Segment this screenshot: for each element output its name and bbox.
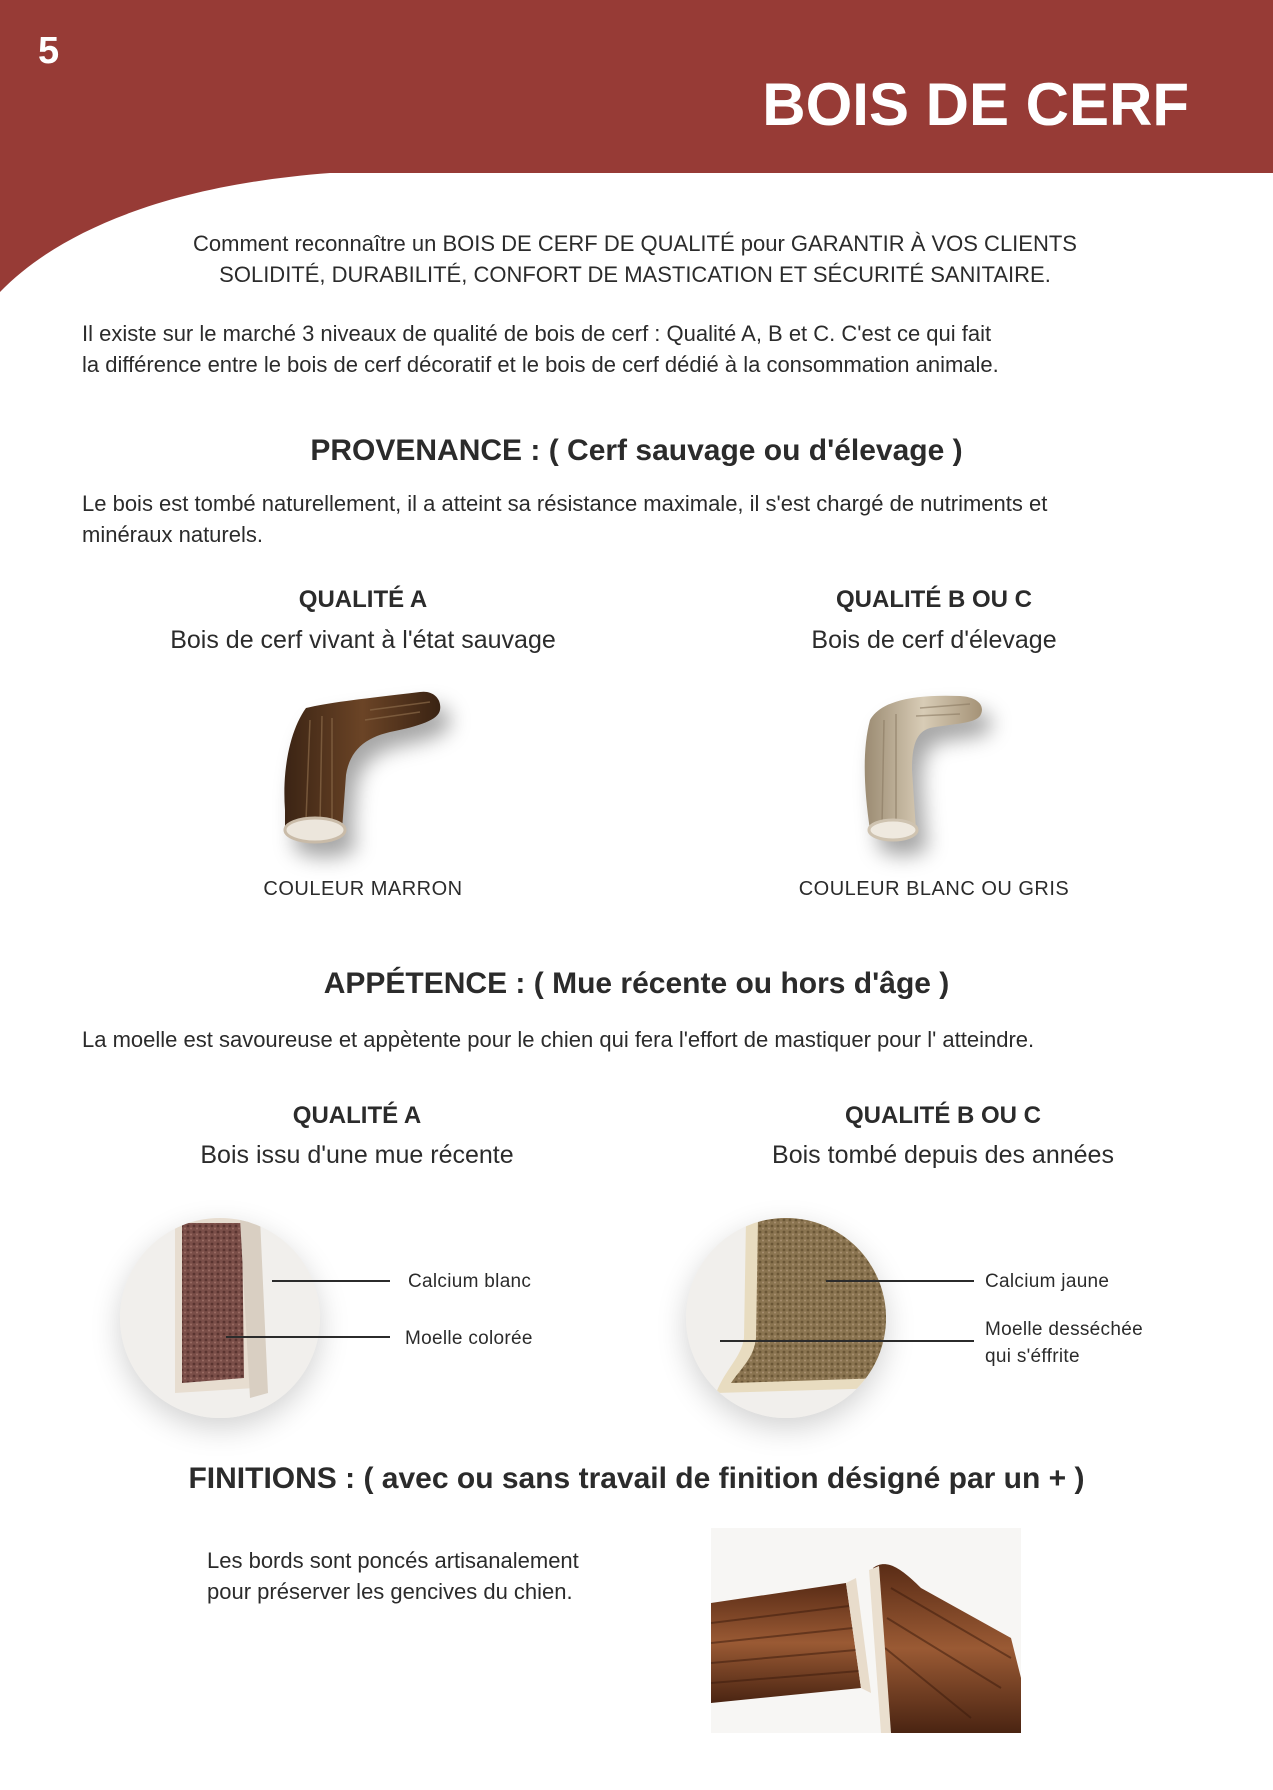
sanded-edges-image <box>711 1528 1021 1733</box>
intro-line-2: SOLIDITÉ, DURABILITÉ, CONFORT DE MASTICATION ET SÉCURITÉ SANITAIRE. <box>219 262 1051 287</box>
market-text <box>82 318 1202 380</box>
calcium-blanc-pointer <box>272 1280 390 1282</box>
fresh-marrow-image <box>120 1218 320 1418</box>
calcium-blanc-label: Calcium blanc <box>408 1271 532 1292</box>
finitions-line-2: pour préserver les gencives du chien. <box>207 1579 573 1604</box>
moelle-dessechee-label <box>985 1316 1143 1370</box>
brown-antler-image <box>270 680 470 860</box>
moelle-dessechee-line-1: Moelle desséchée <box>985 1319 1143 1340</box>
provenance-left-caption: COULEUR MARRON <box>263 878 463 900</box>
appetence-text: La moelle est savoureuse et appètente pour le chien qui fera l'effort de mastiquer pour l' atteindre. <box>82 1027 1035 1052</box>
appetence-right-heading: QUALITÉ B OU C <box>845 1102 1041 1129</box>
moelle-coloree-label: Moelle colorée <box>405 1328 533 1349</box>
finitions-text <box>207 1545 579 1607</box>
provenance-title: PROVENANCE : ( Cerf sauvage ou d'élevage ) <box>310 434 963 467</box>
moelle-coloree-pointer <box>226 1336 390 1338</box>
finitions-line-1: Les bords sont poncés artisanalement <box>207 1548 579 1573</box>
moelle-dessechee-pointer <box>720 1340 974 1342</box>
light-antler-image <box>850 680 1030 860</box>
fresh-marrow-closeup <box>120 1218 320 1418</box>
intro-line-1: Comment reconnaître un BOIS DE CERF DE QUALITÉ pour GARANTIR À VOS CLIENTS <box>193 231 1077 256</box>
dry-marrow-closeup <box>686 1218 886 1418</box>
provenance-line-1: Le bois est tombé naturellement, il a atteint sa résistance maximale, il s'est chargé de nutriments et <box>82 491 1048 516</box>
appetence-left-subtitle: Bois issu d'une mue récente <box>200 1141 514 1169</box>
provenance-right-heading: QUALITÉ B OU C <box>836 586 1032 613</box>
dry-marrow-image <box>686 1218 886 1418</box>
provenance-left-subtitle: Bois de cerf vivant à l'état sauvage <box>170 626 556 654</box>
intro-text <box>120 228 1150 290</box>
calcium-jaune-label: Calcium jaune <box>985 1271 1110 1292</box>
page-title: BOIS DE CERF <box>762 71 1189 138</box>
provenance-left-heading: QUALITÉ A <box>298 586 428 613</box>
calcium-jaune-pointer <box>826 1280 974 1282</box>
appetence-left-heading: QUALITÉ A <box>292 1102 422 1129</box>
appetence-right-subtitle: Bois tombé depuis des années <box>772 1141 1114 1169</box>
provenance-line-2: minéraux naturels. <box>82 522 263 547</box>
appetence-title: APPÉTENCE : ( Mue récente ou hors d'âge ) <box>323 967 950 1000</box>
market-line-1: Il existe sur le marché 3 niveaux de qualité de bois de cerf : Qualité A, B et C. C'est ce qui fait <box>82 321 992 346</box>
provenance-right-caption: COULEUR BLANC OU GRIS <box>798 878 1070 900</box>
provenance-text <box>82 488 1202 550</box>
moelle-dessechee-line-2: qui s'éffrite <box>985 1346 1080 1367</box>
page-number: 5 <box>38 30 60 72</box>
market-line-2: la différence entre le bois de cerf décoratif et le bois de cerf dédié à la consommation animale. <box>82 352 999 377</box>
finitions-title: FINITIONS : ( avec ou sans travail de finition désigné par un + ) <box>188 1462 1085 1495</box>
provenance-right-subtitle: Bois de cerf d'élevage <box>811 626 1057 654</box>
